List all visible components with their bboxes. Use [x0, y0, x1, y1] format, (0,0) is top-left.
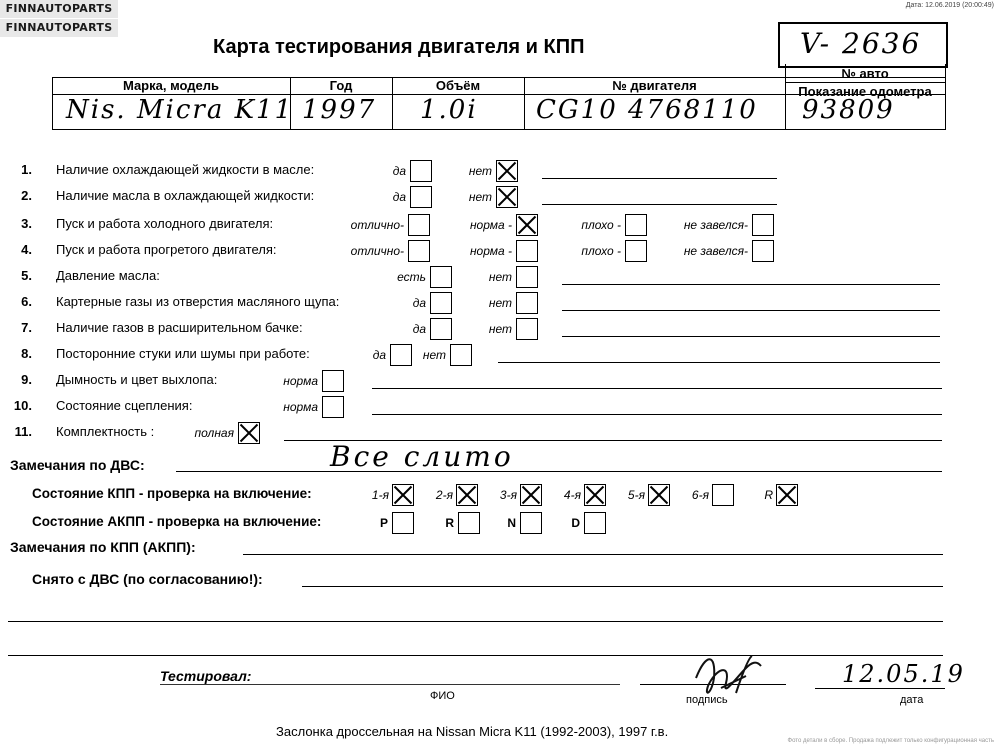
item-number: 9. — [21, 372, 32, 387]
checkbox[interactable] — [516, 240, 538, 262]
gear-checkbox-checked[interactable] — [520, 484, 542, 506]
option-label: да — [412, 296, 426, 310]
gear-checkbox[interactable] — [712, 484, 734, 506]
option-label: полная — [194, 426, 234, 440]
option-label: не завелся- — [683, 244, 748, 258]
value-odometer: 93809 — [802, 95, 895, 125]
auto-gear-checkbox[interactable] — [458, 512, 480, 534]
option-label: норма - — [469, 244, 512, 258]
checkbox[interactable] — [625, 214, 647, 236]
option-label: норма — [283, 374, 318, 388]
item-label: Наличие охлаждающей жидкости в масле: — [56, 162, 315, 177]
gear-label: R — [764, 488, 773, 502]
item-number: 5. — [21, 268, 32, 283]
item-number: 7. — [21, 320, 32, 335]
option-label: нет — [422, 348, 446, 362]
item-label: Пуск и работа холодного двигателя: — [56, 216, 274, 231]
option-label: нет — [488, 270, 512, 284]
option-label: нет — [468, 190, 492, 204]
item-label: Пуск и работа прогретого двигателя: — [56, 242, 277, 257]
photo-caption: Заслонка дроссельная на Nissan Micra K11 (1992-2003), 1997 г.в. — [276, 724, 669, 739]
option-label: норма — [283, 400, 318, 414]
value-year: 1997 — [302, 95, 377, 125]
checkbox[interactable] — [625, 240, 647, 262]
option-label: плохо - — [581, 244, 621, 258]
value-make-model: Nis. Micra K11 — [66, 95, 294, 125]
answer-line — [562, 284, 940, 285]
gear-checkbox-checked[interactable] — [392, 484, 414, 506]
checkbox[interactable] — [516, 318, 538, 340]
print-date: Дата: 12.06.2019 (20:00:49) — [905, 2, 994, 9]
checkbox[interactable] — [410, 186, 432, 208]
engine-remarks-label: Замечания по ДВС: — [10, 457, 145, 473]
signature — [686, 648, 776, 704]
checkbox[interactable] — [752, 214, 774, 236]
auto-gear-label: R — [445, 516, 454, 530]
checkbox[interactable] — [450, 344, 472, 366]
checkbox[interactable] — [430, 266, 452, 288]
gear-checkbox-checked[interactable] — [648, 484, 670, 506]
gear-label: 4-я — [563, 488, 581, 502]
item-label: Картерные газы из отверстия масляного щупа: — [56, 294, 340, 309]
option-label: да — [392, 164, 406, 178]
item-label: Дымность и цвет выхлопа: — [56, 372, 218, 387]
item-number: 8. — [21, 346, 32, 361]
checkbox[interactable] — [390, 344, 412, 366]
value-volume: 1.0i — [420, 95, 478, 125]
answer-line — [498, 362, 940, 363]
checkbox[interactable] — [322, 370, 344, 392]
header-volume: Объём — [435, 78, 481, 93]
card-number-box — [778, 22, 948, 68]
item-number: 10. — [13, 398, 32, 413]
gear-checkbox-checked[interactable] — [776, 484, 798, 506]
footer-note: Фото детали в сборе. Продажа подлежит только конфигурационная часть — [787, 738, 994, 744]
item-label: Наличие масла в охлаждающей жидкости: — [56, 188, 315, 203]
auto-gear-label: N — [507, 516, 516, 530]
gear-label: 6-я — [691, 488, 709, 502]
auto-gear-label: D — [571, 516, 580, 530]
option-label: есть — [397, 270, 426, 284]
answer-line — [542, 204, 777, 205]
option-label: нет — [488, 322, 512, 336]
tested-by-label: Тестировал: — [160, 668, 252, 684]
signature-label: подпись — [686, 694, 728, 706]
finnautoparts-logo: FINNAUTOPARTS — [0, 0, 118, 18]
removed-label: Снято с ДВС (по согласованию!): — [32, 571, 263, 587]
gear-label: 1-я — [371, 488, 389, 502]
item-number: 3. — [21, 216, 32, 231]
checkbox-checked[interactable] — [238, 422, 260, 444]
item-number: 4. — [21, 242, 32, 257]
checkbox-checked[interactable] — [496, 186, 518, 208]
checkbox-checked[interactable] — [496, 160, 518, 182]
header-make-model: Марка, модель — [122, 78, 220, 93]
option-label: нет — [468, 164, 492, 178]
item-label: Наличие газов в расширительном бачке: — [56, 320, 303, 335]
date-label: дата — [900, 694, 924, 706]
header-car-no: № авто — [841, 66, 889, 81]
gear-label: 5-я — [627, 488, 645, 502]
checkbox[interactable] — [410, 160, 432, 182]
option-label: да — [372, 348, 386, 362]
checkbox[interactable] — [752, 240, 774, 262]
checkbox[interactable] — [322, 396, 344, 418]
auto-gearbox-label: Состояние АКПП - проверка на включение: — [32, 514, 322, 529]
checkbox[interactable] — [408, 214, 430, 236]
option-label: отлично- — [350, 244, 404, 258]
answer-line — [562, 336, 940, 337]
option-label: отлично- — [350, 218, 404, 232]
item-number: 1. — [21, 162, 32, 177]
item-number: 11. — [14, 424, 32, 439]
option-label: нет — [488, 296, 512, 310]
gear-checkbox-checked[interactable] — [456, 484, 478, 506]
checkbox[interactable] — [408, 240, 430, 262]
auto-gear-label: P — [379, 516, 388, 530]
header-year: Год — [329, 78, 353, 93]
auto-gear-checkbox[interactable] — [392, 512, 414, 534]
gearbox-remarks-label: Замечания по КПП (АКПП): — [10, 539, 196, 555]
finnautoparts-logo-second: FINNAUTOPARTS — [0, 19, 118, 37]
header-odometer: Показание одометра — [798, 84, 932, 99]
checkbox[interactable] — [516, 292, 538, 314]
auto-gear-checkbox[interactable] — [520, 512, 542, 534]
answer-line — [372, 414, 942, 415]
checkbox-checked[interactable] — [516, 214, 538, 236]
item-number: 2. — [21, 188, 32, 203]
item-number: 6. — [21, 294, 32, 309]
item-label: Состояние сцепления: — [56, 398, 193, 413]
item-label: Посторонние стуки или шумы при работе: — [56, 346, 310, 361]
date-value: 12.05.19 — [842, 660, 965, 688]
fio-label: ФИО — [430, 690, 455, 702]
option-label: не завелся- — [683, 218, 748, 232]
checkbox[interactable] — [430, 318, 452, 340]
option-label: норма - — [469, 218, 512, 232]
answer-line — [562, 310, 940, 311]
item-label: Давление масла: — [56, 268, 160, 283]
auto-gear-checkbox[interactable] — [584, 512, 606, 534]
answer-line — [542, 178, 777, 179]
gear-label: 3-я — [499, 488, 517, 502]
option-label: да — [392, 190, 406, 204]
engine-remarks-value: Все слито — [330, 440, 514, 473]
header-engine-no: № двигателя — [612, 78, 697, 93]
option-label: да — [412, 322, 426, 336]
manual-gearbox-label: Состояние КПП - проверка на включение: — [32, 486, 312, 501]
gear-checkbox-checked[interactable] — [584, 484, 606, 506]
card-number: V- 2636 — [800, 27, 922, 60]
gear-label: 2-я — [435, 488, 453, 502]
answer-line — [372, 388, 942, 389]
checkbox[interactable] — [430, 292, 452, 314]
value-engine-no: CG10 4768110 — [536, 95, 758, 125]
form-title: Карта тестирования двигателя и КПП — [213, 36, 585, 58]
checkbox[interactable] — [516, 266, 538, 288]
item-label: Комплектность : — [56, 424, 155, 439]
option-label: плохо - — [581, 218, 621, 232]
